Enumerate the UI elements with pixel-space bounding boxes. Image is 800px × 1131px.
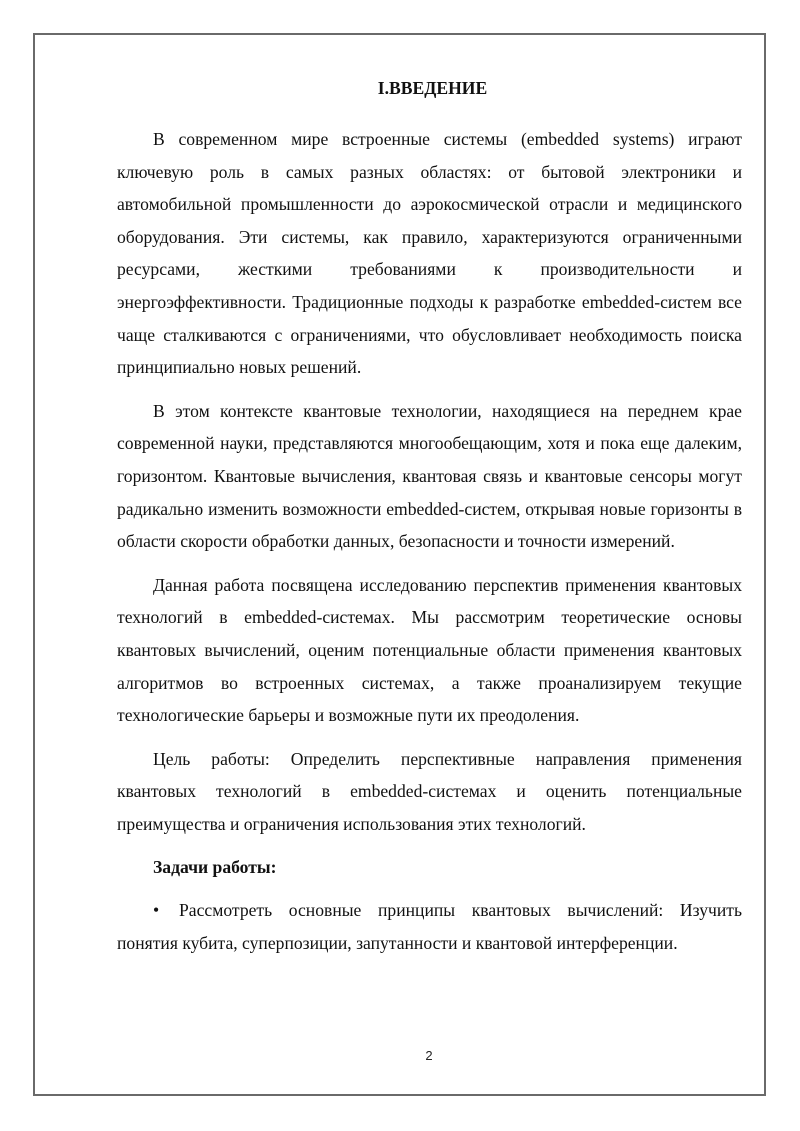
task-text: Рассмотреть основные принципы квантовых вычислений: Изучить понятия кубита, суперпозиции, запутанности и квантовой интерференции. xyxy=(117,900,742,953)
bullet-icon: • xyxy=(153,900,160,921)
page-number: 2 xyxy=(425,1048,433,1063)
paragraph-work-scope: Данная работа посвящена исследованию перспектив применения квантовых технологий в embedded-системах. Мы рассмотрим теоретические основы квантовых вычислений, оценим потенциальные области применения квантовых алгоритмов во встроенных системах, а также проанализируем текущие технологические барьеры и возможные пути их преодоления. xyxy=(117,574,742,726)
section-heading: I.ВВЕДЕНИЕ xyxy=(377,78,488,98)
paragraph-quantum-context: В этом контексте квантовые технологии, находящиеся на переднем крае современной науки, представляются многообещающим, хотя и пока еще далеким, горизонтом. Квантовые вычисления, квантовая связь и квантовые сенсоры могут радикально изменить возможности embedded-систем, открывая новые горизонты в области скорости обработки данных, безопасности и точности измерений. xyxy=(117,400,742,552)
tasks-heading: Задачи работы: xyxy=(153,857,277,878)
paragraph-goal: Цель работы: Определить перспективные направления применения квантовых технологий в embedded-системах и оценить потенциальные преимущества и ограничения использования этих технологий. xyxy=(117,748,742,834)
task-list-item xyxy=(117,894,742,959)
document-body xyxy=(117,76,742,959)
paragraph-intro: В современном мире встроенные системы (embedded systems) играют ключевую роль в самых разных областях: от бытовой электроники и автомобильной промышленности до аэрокосмической отрасли и медицинского оборудования. Эти системы, как правило, характеризуются ограниченными ресурсами, жесткими требованиями к производительности и энергоэффективности. Традиционные подходы к разработке embedded-систем все чаще сталкиваются с ограничениями, что обусловливает необходимость поиска принципиально новых решений. xyxy=(117,129,742,378)
